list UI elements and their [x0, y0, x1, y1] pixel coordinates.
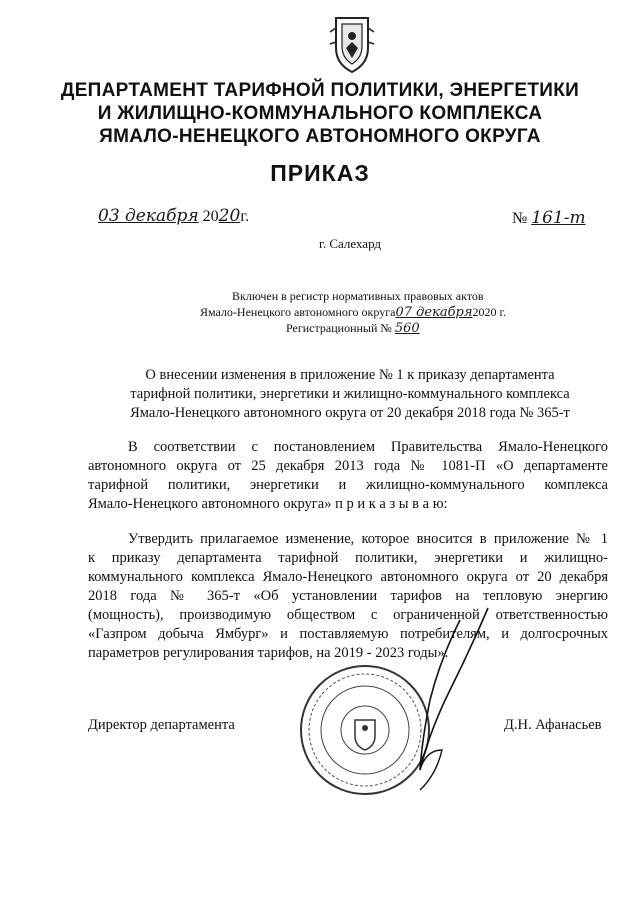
handwritten-year: 20 [218, 206, 241, 226]
registry-handwritten-number: 560 [394, 321, 420, 336]
signatory-name: Д.Н. Афанасьев [504, 717, 602, 733]
handwritten-date: 03 декабря [98, 206, 199, 226]
signatory-position: Директор департамента [88, 717, 235, 733]
paragraph-1-line-4: Ямало-Ненецкого автономного округа» п р и к а з ы в а ю: [88, 496, 448, 512]
registry-line-3 [286, 321, 420, 336]
registry-region: Ямало-Ненецкого автономного округа [200, 305, 396, 319]
handwritten-number: 161-т [531, 208, 586, 228]
registry-line-1: Включен в регистр нормативных правовых актов [232, 289, 484, 303]
registry-line-2 [200, 305, 506, 320]
paragraph-1-line-1: В соответствии с постановлением Правительства Ямало-Ненецкого [128, 439, 608, 455]
subject-line-2: тарифной политики, энергетики и жилищно-коммунального комплекса [130, 386, 570, 402]
department-name-line-2: И ЖИЛИЩНО-КОММУНАЛЬНОГО КОМПЛЕКСА [97, 103, 543, 124]
paragraph-2-line-4: 2018 года № 365-т «Об установлении тарифов на тепловую энергию [88, 588, 608, 604]
paragraph-2-line-7: параметров регулирования тарифов, на 2019 - 2023 годы». [88, 645, 449, 661]
order-date [98, 206, 249, 226]
subject-line-1: О внесении изменения в приложение № 1 к приказу департамента [145, 367, 555, 383]
paragraph-2-line-6: «Газпром добыча Ямбург» и поставляемую потребителям, и долгосрочных [88, 626, 608, 642]
document-type-title: ПРИКАЗ [270, 160, 370, 186]
registry-number-label: Регистрационный № [286, 321, 392, 335]
coat-of-arms-emblem [328, 14, 376, 76]
year-suffix: г. [240, 208, 250, 225]
handwritten-signature [390, 600, 500, 800]
year-prefix: 20 [202, 208, 219, 225]
paragraph-1-line-3: тарифной политики, энергетики и жилищно-коммунального комплекса [88, 477, 608, 493]
subject-line-3: Ямало-Ненецкого автономного округа от 20 декабря 2018 года № 365-т [130, 405, 570, 421]
number-label: № [512, 210, 528, 227]
department-name-line-3: ЯМАЛО-НЕНЕЦКОГО АВТОНОМНОГО ОКРУГА [99, 126, 541, 147]
paragraph-2-line-5: (мощность), производимую обществом с ограниченной ответственностью [88, 607, 608, 623]
paragraph-1-line-2: автономного округа от 25 декабря 2013 года № 1081-П «О департаменте [88, 458, 608, 474]
paragraph-2-line-1: Утвердить прилагаемое изменение, которое вносится в приложение № 1 [128, 531, 608, 547]
paragraph-2-line-3: коммунального комплекса Ямало-Ненецкого автономного округа от 20 декабря [88, 569, 608, 585]
order-number [512, 208, 586, 228]
registry-year: 2020 г. [472, 305, 507, 319]
department-name-line-1: ДЕПАРТАМЕНТ ТАРИФНОЙ ПОЛИТИКИ, ЭНЕРГЕТИКИ [60, 80, 580, 101]
registry-handwritten-date: 07 декабря [395, 305, 473, 320]
paragraph-2-line-2: к приказу департамента тарифной политики, энергетики и жилищно- [88, 550, 608, 566]
city: г. Салехард [318, 236, 382, 251]
